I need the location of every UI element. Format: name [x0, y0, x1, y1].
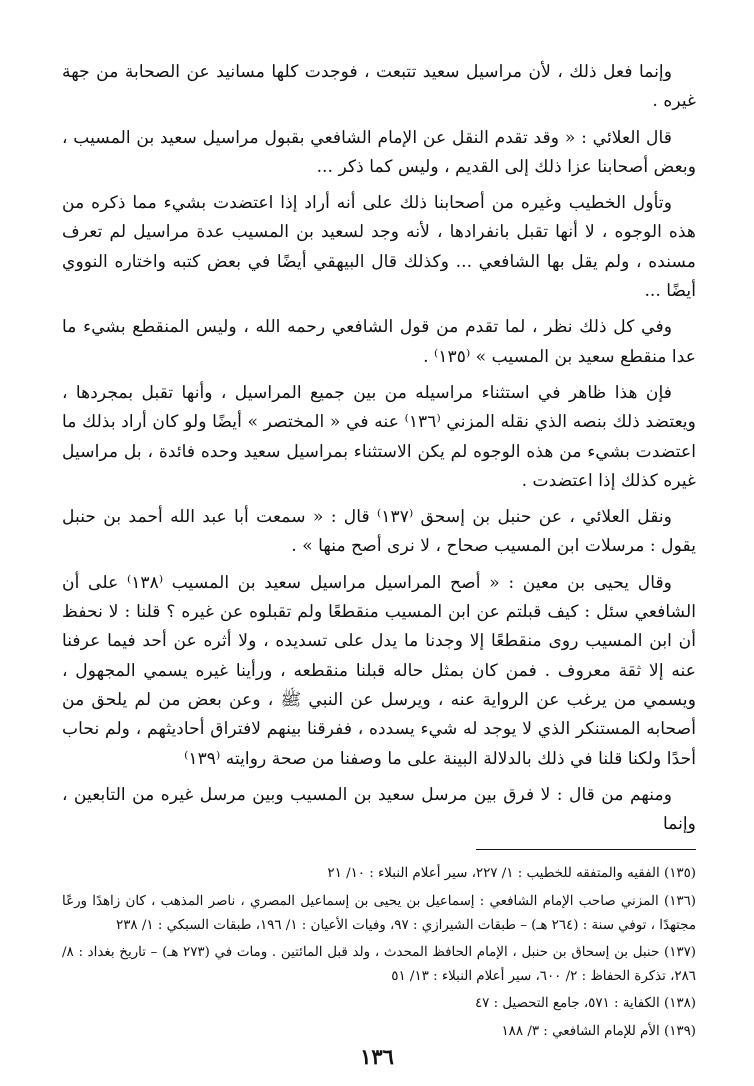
paragraph-5: فإن هذا ظاهر في استثناء مراسيله من بين جميع المراسيل ، وأنها تقبل بمجردها ، ويعتضد ذلك بنصه الذي نقله المزني ⁽١٣٦⁾ عنه في « المختصر » أيضًا ولو كان أراد بذلك ما اعتضدت بشيء من هذه الوجوه لم يكن الاستثناء بمراسيل سعيد وحده فائدة ، بل مراسيل غيره كذلك إذا اعتضدت .	[62, 382, 696, 491]
footnote-divider	[476, 849, 696, 850]
footnotes	[62, 862, 696, 1043]
paragraph-4: وفي كل ذلك نظر ، لما تقدم من قول الشافعي رحمه الله ، وليس المنقطع بشيء ما عدا منقطع سعيد بن المسيب » ⁽١٣٥⁾ .	[62, 317, 696, 367]
paragraph-8: ومنهم من قال : لا فرق بين مرسل سعيد بن المسيب وبين مرسل غيره من التابعين ، وإنما	[62, 784, 696, 835]
footnote-136: (١٣٦) المزني صاحب الإمام الشافعي : إسماعيل بن يحيى بن إسماعيل المصري ، ناصر المذهب ، كان زاهدًا ورعًا مجتهدًا ، توفي سنة : (٢٦٤ هـ) – طبقات الشيرازي : ٩٧، وفيات الأعيان : ١/ ١٩٦، طبقات السبكي : ١/ ٢٣٨	[62, 893, 696, 933]
paragraph-6: ونقل العلائي ، عن حنبل بن إسحق ⁽١٣٧⁾ قال : « سمعت أبا عبد الله أحمد بن حنبل يقول : مرسلات ابن المسيب صحاح ، لا نرى أصح منها » .	[62, 507, 696, 557]
footnote-139: (١٣٩) الأم للإمام الشافعي : ٣/ ١٨٨	[501, 1023, 696, 1039]
page-number: ١٣٦	[360, 1044, 394, 1069]
main-text	[62, 58, 696, 839]
footnote-137: (١٣٧) حنبل بن إسحاق بن حنبل ، الإمام الحافظ المحدث ، ولد قبل المائتين . ومات في (٢٧٣ هـ) – تاريخ بغداد : ٨/ ٢٨٦، تذكرة الحفاظ : ٢/ ٦٠٠، سير أعلام النبلاء : ١٣/ ٥١	[62, 945, 696, 985]
footnote-138: (١٣٨) الكفاية : ٥٧١، جامع التحصيل : ٤٧	[474, 996, 696, 1012]
paragraph-1: وإنما فعل ذلك ، لأن مراسيل سعيد تتبعت ، فوجدت كلها مسانيد عن الصحابة من جهة غيره .	[62, 62, 696, 112]
paragraph-7: وقال يحيى بن معين : « أصح المراسيل مراسيل سعيد بن المسيب ⁽١٣٨⁾ على أن الشافعي سئل : كيف قبلتم عن ابن المسيب منقطعًا ولم تقبلوه عن غيره ؟ قلنا : لا نحفظ أن ابن المسيب روى منقطعًا إلا وجدنا ما يدل على تسديده ، ولا أثره عن أحد فيما عرفنا عنه إلا ثقة معروف . فمن كان بمثل حاله قبلنا منقطعه ، ورأينا غيره يسمي المجهول ، ويسمي من يرغب عن الرواية عنه ، ويرسل عن النبي ﷺ ، وعن بعض من لم يلحق من أصحابه المستنكر الذي لا يوجد له شيء يسدده ، ففرقنا بينهم لافتراق أحاديثهم ، ولم نحاب أحدًا ولكنا قلنا في ذلك بالدلالة البينة على ما وصفنا من صحة روايته ⁽١٣٩⁾	[62, 572, 696, 769]
paragraph-3: وتأول الخطيب وغيره من أصحابنا ذلك على أنه أراد إذا اعتضدت بشيء مما ذكره من هذه الوجوه ، لا أنها تقبل بانفرادها ، لأنه وجد لسعيد بن المسيب عدة مراسيل لم تعرف مسنده ، ولم يقل بها الشافعي ... وكذلك قال البيهقي أيضًا في بعض كتبه واختاره النووي أيضًا ...	[62, 193, 696, 302]
paragraph-2: قال العلائي : « وقد تقدم النقل عن الإمام الشافعي بقبول مراسيل سعيد بن المسيب ، وبعض أصحابنا عزا ذلك إلى القديم ، وليس كما ذكر ...	[62, 127, 696, 177]
footnote-135: (١٣٥) الفقيه والمتفقه للخطيب : ١/ ٢٢٧، سير أعلام النبلاء : ١٠/ ٢١	[327, 866, 696, 882]
